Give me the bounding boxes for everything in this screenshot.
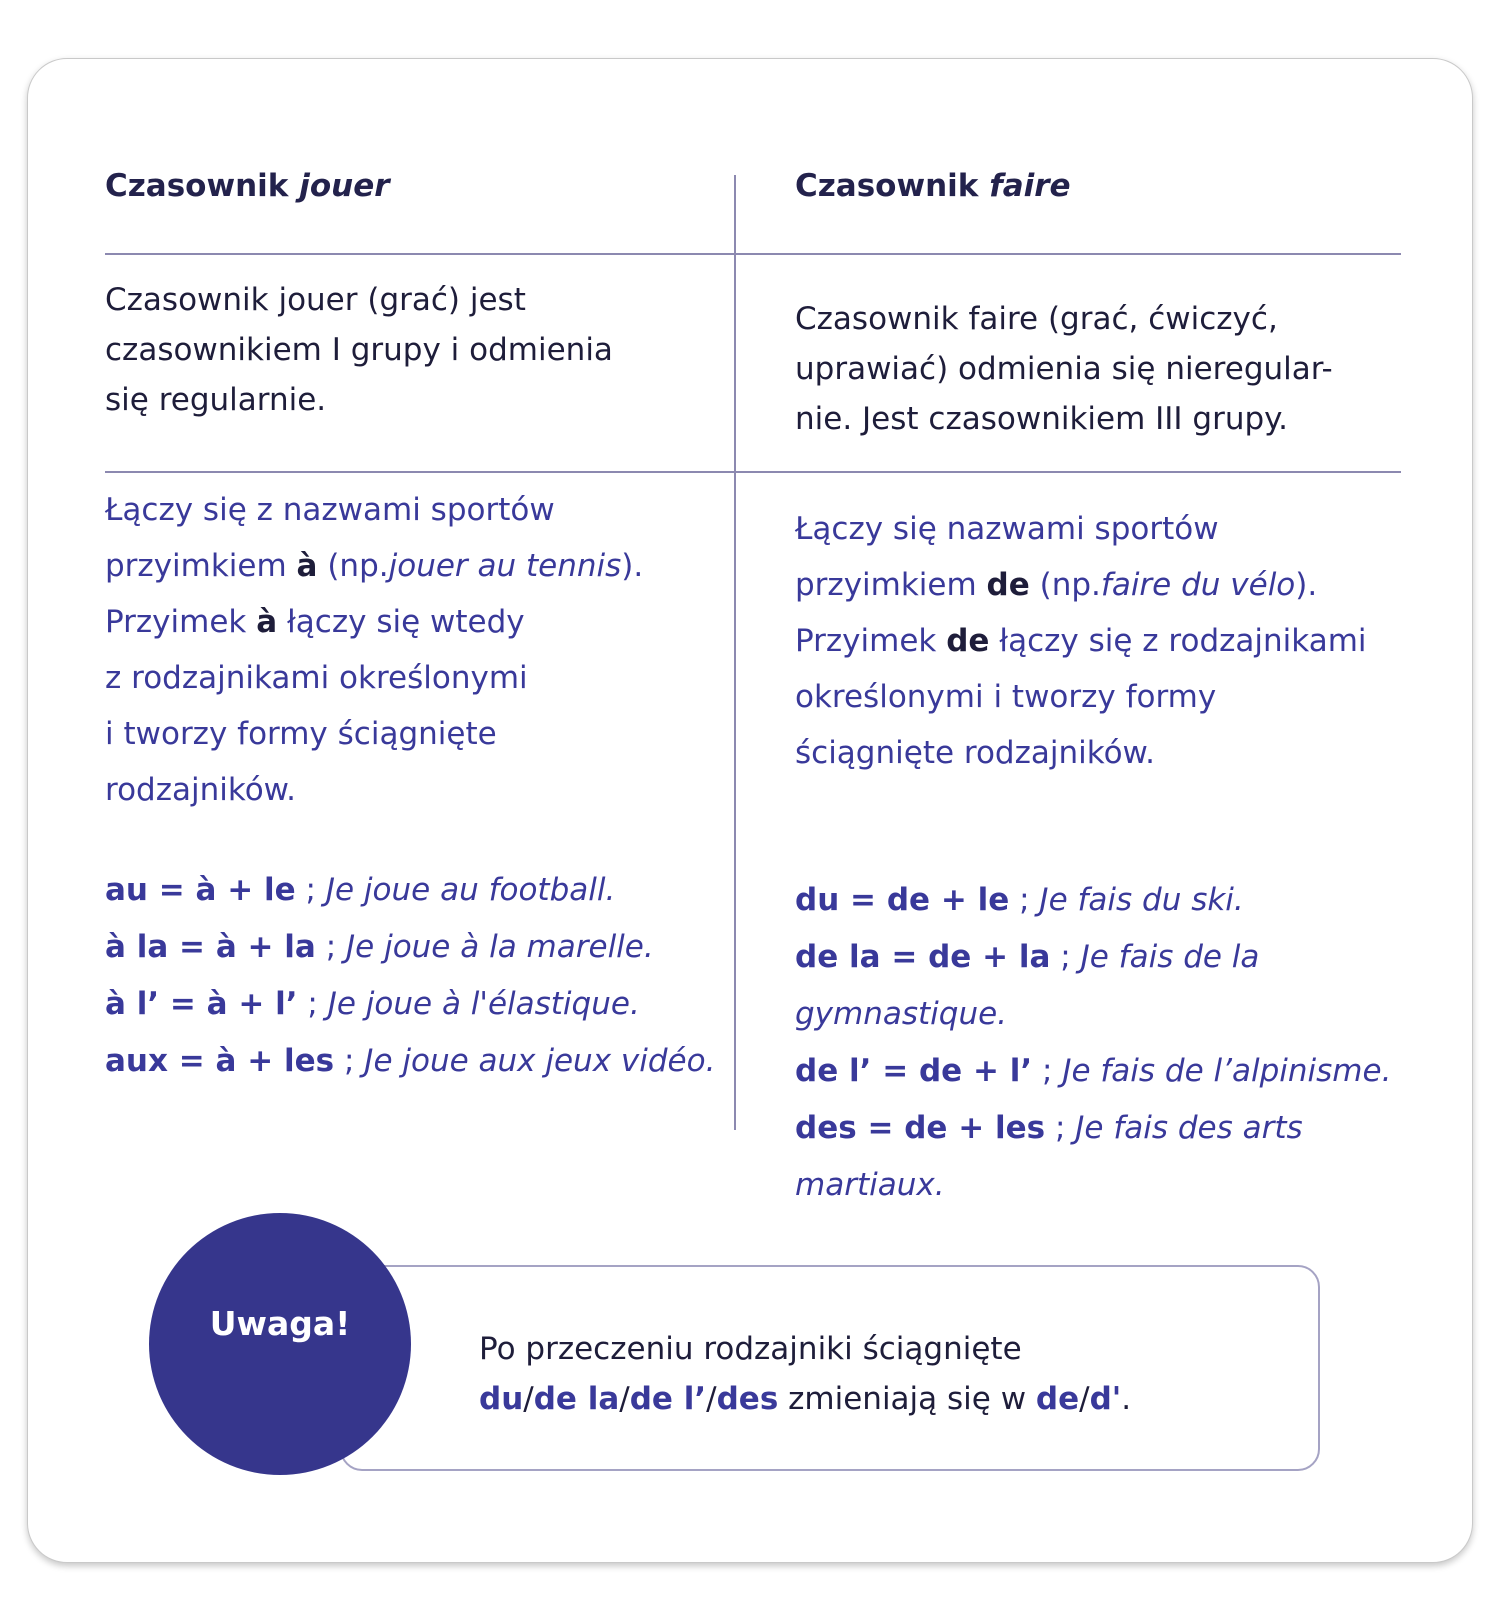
left-preposition: à: [256, 604, 278, 640]
example-sentence: gymnastique.: [795, 996, 1008, 1032]
note-text: [479, 1324, 1131, 1424]
left-example-item: [105, 919, 715, 976]
example-sentence: Je joue au football.: [325, 872, 616, 908]
right-example-item: [795, 1100, 1391, 1157]
left-header-verb: jouer: [299, 168, 390, 204]
right-example-item-continued: [795, 986, 1391, 1043]
separator: ;: [1019, 882, 1030, 918]
right-description-line: Czasownik faire (grać, ćwiczyć,: [795, 301, 1278, 337]
left-description-line: Czasownik jouer (grać) jest: [105, 282, 526, 318]
right-example-item: [795, 929, 1391, 986]
right-header-prefix: Czasownik: [795, 168, 979, 204]
example-sentence: Je joue à la marelle.: [346, 929, 654, 965]
left-examples: [105, 862, 715, 1090]
note-slash: /: [706, 1381, 717, 1417]
right-rule-line: ściągnięte rodzajników.: [795, 735, 1155, 771]
separator: ;: [1060, 939, 1071, 975]
separator: ;: [1042, 1053, 1053, 1089]
right-rule-text: Przyimek: [795, 623, 937, 659]
right-example-item-continued: [795, 1157, 1391, 1214]
left-rule-text: łączy się wtedy: [287, 604, 525, 640]
contraction-formula: au = à + le: [105, 872, 296, 908]
left-rule-text: przyimkiem: [105, 548, 287, 584]
example-sentence: Je joue aux jeux vidéo.: [364, 1043, 716, 1079]
right-rule-text: łączy się z rodzajnikami: [999, 623, 1367, 659]
right-rule-example: faire du vélo: [1100, 567, 1296, 603]
left-rule-line: rodzajników.: [105, 772, 297, 808]
right-header-verb: faire: [989, 168, 1071, 204]
right-description: [795, 294, 1333, 444]
description-divider: [105, 471, 1401, 473]
left-example-item: [105, 1033, 715, 1090]
note-period: .: [1121, 1381, 1132, 1417]
right-examples: [795, 872, 1391, 1214]
right-rule-line: [795, 613, 1367, 669]
example-sentence: Je fais de la: [1080, 939, 1260, 975]
note-article: d': [1089, 1381, 1122, 1417]
left-rule-text: Przyimek: [105, 604, 247, 640]
contraction-formula: aux = à + les: [105, 1043, 335, 1079]
left-rule-text: (np.: [327, 548, 389, 584]
right-rule-line: określonymi i tworzy formy: [795, 679, 1217, 715]
left-header: [105, 168, 390, 204]
contraction-formula: des = de + les: [795, 1110, 1046, 1146]
left-rule-line: z rodzajnikami określonymi: [105, 660, 528, 696]
contraction-formula: de la = de + la: [795, 939, 1051, 975]
right-header: [795, 168, 1071, 204]
right-rule-text: przyimkiem: [795, 567, 977, 603]
note-article: du: [479, 1381, 524, 1417]
contraction-formula: du = de + le: [795, 882, 1010, 918]
left-rule: [105, 482, 643, 818]
note-slash: /: [523, 1381, 534, 1417]
note-article: des: [716, 1381, 779, 1417]
right-rule-text: (np.: [1039, 567, 1101, 603]
separator: ;: [343, 1043, 355, 1079]
example-sentence: Je joue à l'élastique.: [327, 986, 640, 1022]
right-rule: [795, 501, 1367, 781]
right-rule-line: Łączy się nazwami sportów: [795, 511, 1219, 547]
right-example-item: [795, 1043, 1391, 1100]
column-divider: [734, 175, 736, 1130]
note-text-middle: zmieniają się w: [778, 1381, 1036, 1417]
left-example-item: [105, 976, 715, 1033]
note-article: de la: [533, 1381, 620, 1417]
separator: ;: [307, 986, 318, 1022]
left-description-line: się regularnie.: [105, 382, 327, 418]
note-article: de l’: [629, 1381, 707, 1417]
right-description-line: uprawiać) odmienia się nieregular-: [795, 351, 1333, 387]
right-preposition: de: [946, 623, 990, 659]
right-example-item: [795, 872, 1391, 929]
note-line: [479, 1374, 1131, 1424]
left-description-line: czasownikiem I grupy i odmienia: [105, 332, 613, 368]
left-rule-line: [105, 594, 643, 650]
right-preposition: de: [986, 567, 1030, 603]
separator: ;: [325, 929, 337, 965]
left-rule-line: Łączy się z nazwami sportów: [105, 492, 555, 528]
note-slash: /: [619, 1381, 630, 1417]
left-header-prefix: Czasownik: [105, 168, 289, 204]
contraction-formula: de l’ = de + l’: [795, 1053, 1033, 1089]
left-rule-example: jouer au tennis: [388, 548, 622, 584]
note-badge: [149, 1213, 411, 1475]
contraction-formula: à la = à + la: [105, 929, 316, 965]
note-label: Uwaga!: [209, 1303, 351, 1343]
left-rule-line: [105, 538, 643, 594]
separator: ;: [1054, 1110, 1066, 1146]
left-preposition: à: [296, 548, 318, 584]
right-rule-line: [795, 557, 1367, 613]
header-divider: [105, 253, 1401, 255]
example-sentence: martiaux.: [795, 1167, 945, 1203]
left-example-item: [105, 862, 715, 919]
example-sentence: Je fais du ski.: [1039, 882, 1244, 918]
note-line: Po przeczeniu rodzajniki ściągnięte: [479, 1331, 1022, 1367]
left-rule-line: i tworzy formy ściągnięte: [105, 716, 497, 752]
left-description: [105, 275, 613, 425]
right-description-line: nie. Jest czasownikiem III grupy.: [795, 401, 1288, 437]
note-slash: /: [1079, 1381, 1090, 1417]
example-sentence: Je fais des arts: [1075, 1110, 1303, 1146]
note-article: de: [1035, 1381, 1080, 1417]
separator: ;: [305, 872, 316, 908]
contraction-formula: à l’ = à + l’: [105, 986, 298, 1022]
right-rule-text: ).: [1295, 567, 1318, 603]
example-sentence: Je fais de l’alpinisme.: [1062, 1053, 1392, 1089]
left-rule-text: ).: [621, 548, 644, 584]
